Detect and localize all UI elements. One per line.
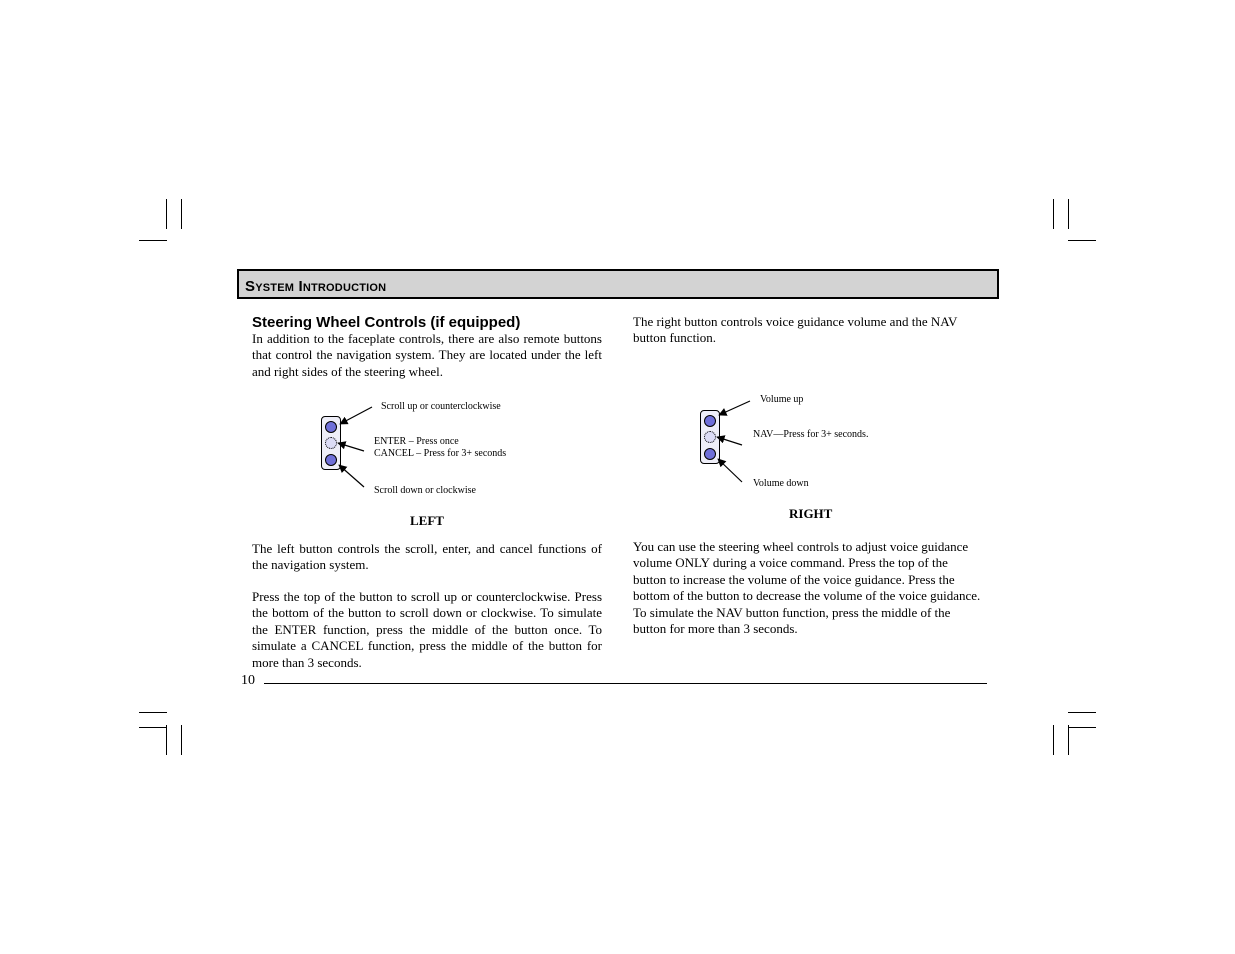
section-header-title: System Introduction [245,278,387,295]
page-number: 10 [241,673,255,688]
left-paragraph-1: The left button controls the scroll, enter, and cancel functions of the navigation system. [252,541,602,573]
callout-arrow [338,443,364,451]
intro-paragraph: In addition to the faceplate controls, there are also remote buttons that control the navigation system. They are located under the left and right sides of the steering wheel. [252,331,602,379]
left-label-scroll-up: Scroll up or counterclockwise [381,401,501,412]
callout-arrow [718,459,742,482]
left-caption: LEFT [410,513,444,528]
left-label-enter: ENTER – Press once [374,436,459,447]
right-label-volume-up: Volume up [760,394,804,405]
callout-arrow [719,401,750,415]
callout-arrow [717,437,742,445]
left-paragraph-2: Press the top of the button to scroll up or counterclockwise. Press the bottom of the button to scroll down or clockwise. To simulate the ENTER function, press the middle of the button once. To simulate a CANCEL function, press the middle of the button for more than 3 seconds. [252,589,602,670]
right-paragraph-2: You can use the steering wheel controls to adjust voice guidance volume ONLY during a voice command. Press the top of the button to increase the volume of the voice guidance. Press the bottom of the button to decrease the volume of the voice guidance. To simulate the NAV button function, press the middle of the button for more than 3 seconds. [633,539,981,637]
right-caption: RIGHT [789,506,833,521]
right-paragraph-1: The right button controls voice guidance volume and the NAV button function. [633,314,958,346]
subsection-heading: Steering Wheel Controls (if equipped) [252,314,521,331]
callout-arrow [339,465,364,487]
footer-rule [264,683,987,684]
callout-arrow [340,407,372,424]
left-label-cancel: CANCEL – Press for 3+ seconds [374,448,507,459]
right-label-volume-down: Volume down [753,478,809,489]
left-label-scroll-down: Scroll down or clockwise [374,485,476,496]
right-label-nav: NAV—Press for 3+ seconds. [753,429,869,440]
